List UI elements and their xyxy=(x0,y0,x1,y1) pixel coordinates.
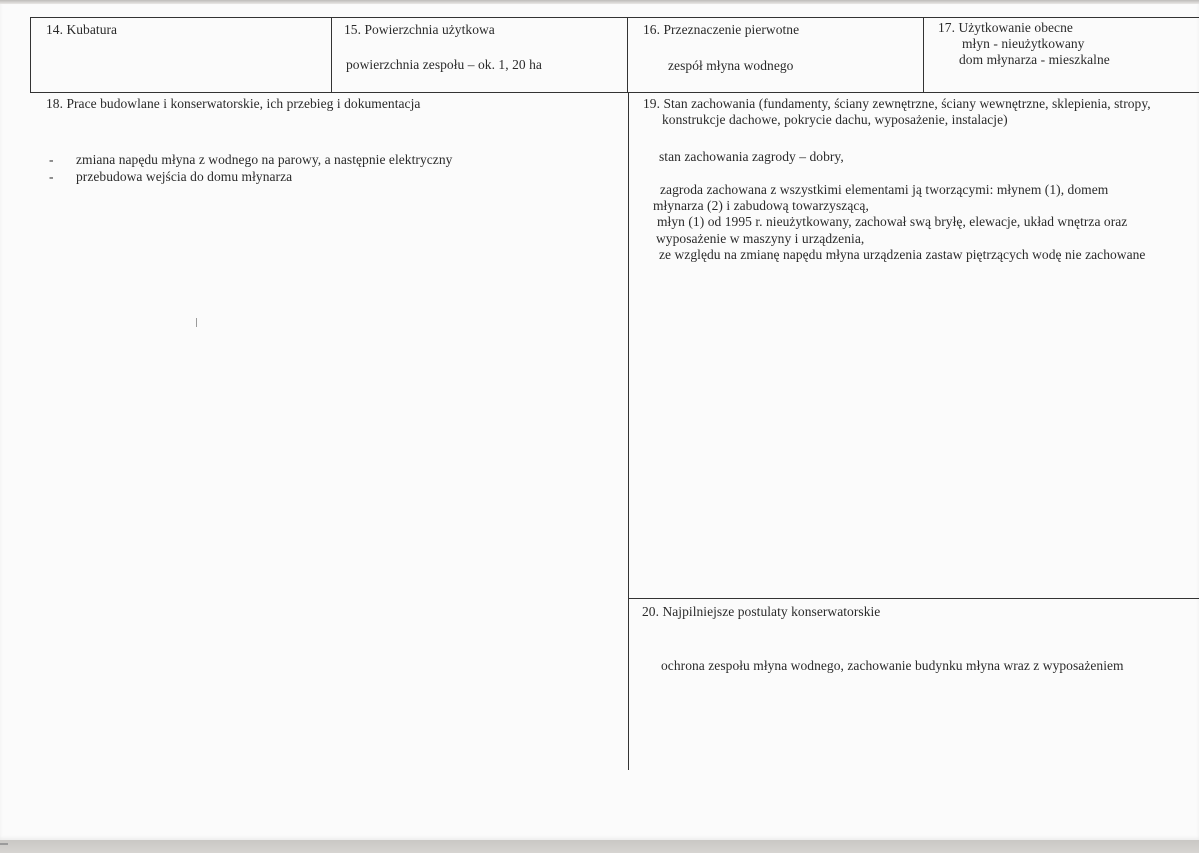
field-19-line: zagroda zachowana z wszystkimi elementami ją tworzącymi: młynem (1), domem xyxy=(660,182,1109,197)
field-19-summary: stan zachowania zagrody – dobry, xyxy=(659,149,844,164)
rule-top xyxy=(30,17,1199,18)
list-bullet: - xyxy=(49,152,54,167)
scan-mark xyxy=(0,843,8,845)
field-17-label: 17. Użytkowanie obecne xyxy=(938,20,1073,35)
rule-left xyxy=(30,17,31,93)
rule-col-18-19 xyxy=(628,92,629,770)
field-15-value: powierzchnia zespołu – ok. 1, 20 ha xyxy=(346,57,542,72)
form-sheet xyxy=(0,4,1199,840)
scan-edge-bottom xyxy=(0,840,1199,853)
field-19-line: ze względu na zmianę napędu młyna urządzenia zastaw piętrzących wodę nie zachowane xyxy=(659,247,1146,262)
field-18-label: 18. Prace budowlane i konserwatorskie, ich przebieg i dokumentacja xyxy=(46,96,421,111)
list-item: przebudowa wejścia do domu młynarza xyxy=(76,169,293,184)
field-19-line: wyposażenie w maszyny i urządzenia, xyxy=(656,231,865,246)
field-19-label-line2: konstrukcje dachowe, pokrycie dachu, wyposażenie, instalacje) xyxy=(662,112,1008,127)
field-16-value: zespół młyna wodnego xyxy=(668,58,794,73)
scan-mark xyxy=(196,318,197,327)
rule-col-15-16 xyxy=(627,17,628,93)
field-19-line: młyn (1) od 1995 r. nieużytkowany, zachował swą bryłę, elewacje, układ wnętrza oraz xyxy=(657,214,1128,229)
field-15-label: 15. Powierzchnia użytkowa xyxy=(344,22,495,37)
rule-field20-top xyxy=(628,598,1199,599)
field-20-value: ochrona zespołu młyna wodnego, zachowanie budynku młyna wraz z wyposażeniem xyxy=(661,658,1124,673)
field-19-line: młynarza (2) i zabudową towarzyszącą, xyxy=(653,198,869,213)
field-20-label: 20. Najpilniejsze postulaty konserwatorskie xyxy=(642,604,881,619)
rule-col-14-15 xyxy=(331,17,332,93)
rule-row1-bottom xyxy=(30,92,1199,93)
field-17-value-line1: młyn - nieużytkowany xyxy=(962,36,1085,51)
field-16-label: 16. Przeznaczenie pierwotne xyxy=(643,22,800,37)
field-17-value-line2: dom młynarza - mieszkalne xyxy=(959,52,1110,67)
list-item: zmiana napędu młyna z wodnego na parowy, a następnie elektryczny xyxy=(76,152,453,167)
field-14-label: 14. Kubatura xyxy=(46,22,118,37)
list-bullet: - xyxy=(49,169,54,184)
rule-col-16-17 xyxy=(923,17,924,93)
field-19-label-line1: 19. Stan zachowania (fundamenty, ściany zewnętrzne, ściany wewnętrzne, sklepienia, stropy, xyxy=(643,96,1151,111)
